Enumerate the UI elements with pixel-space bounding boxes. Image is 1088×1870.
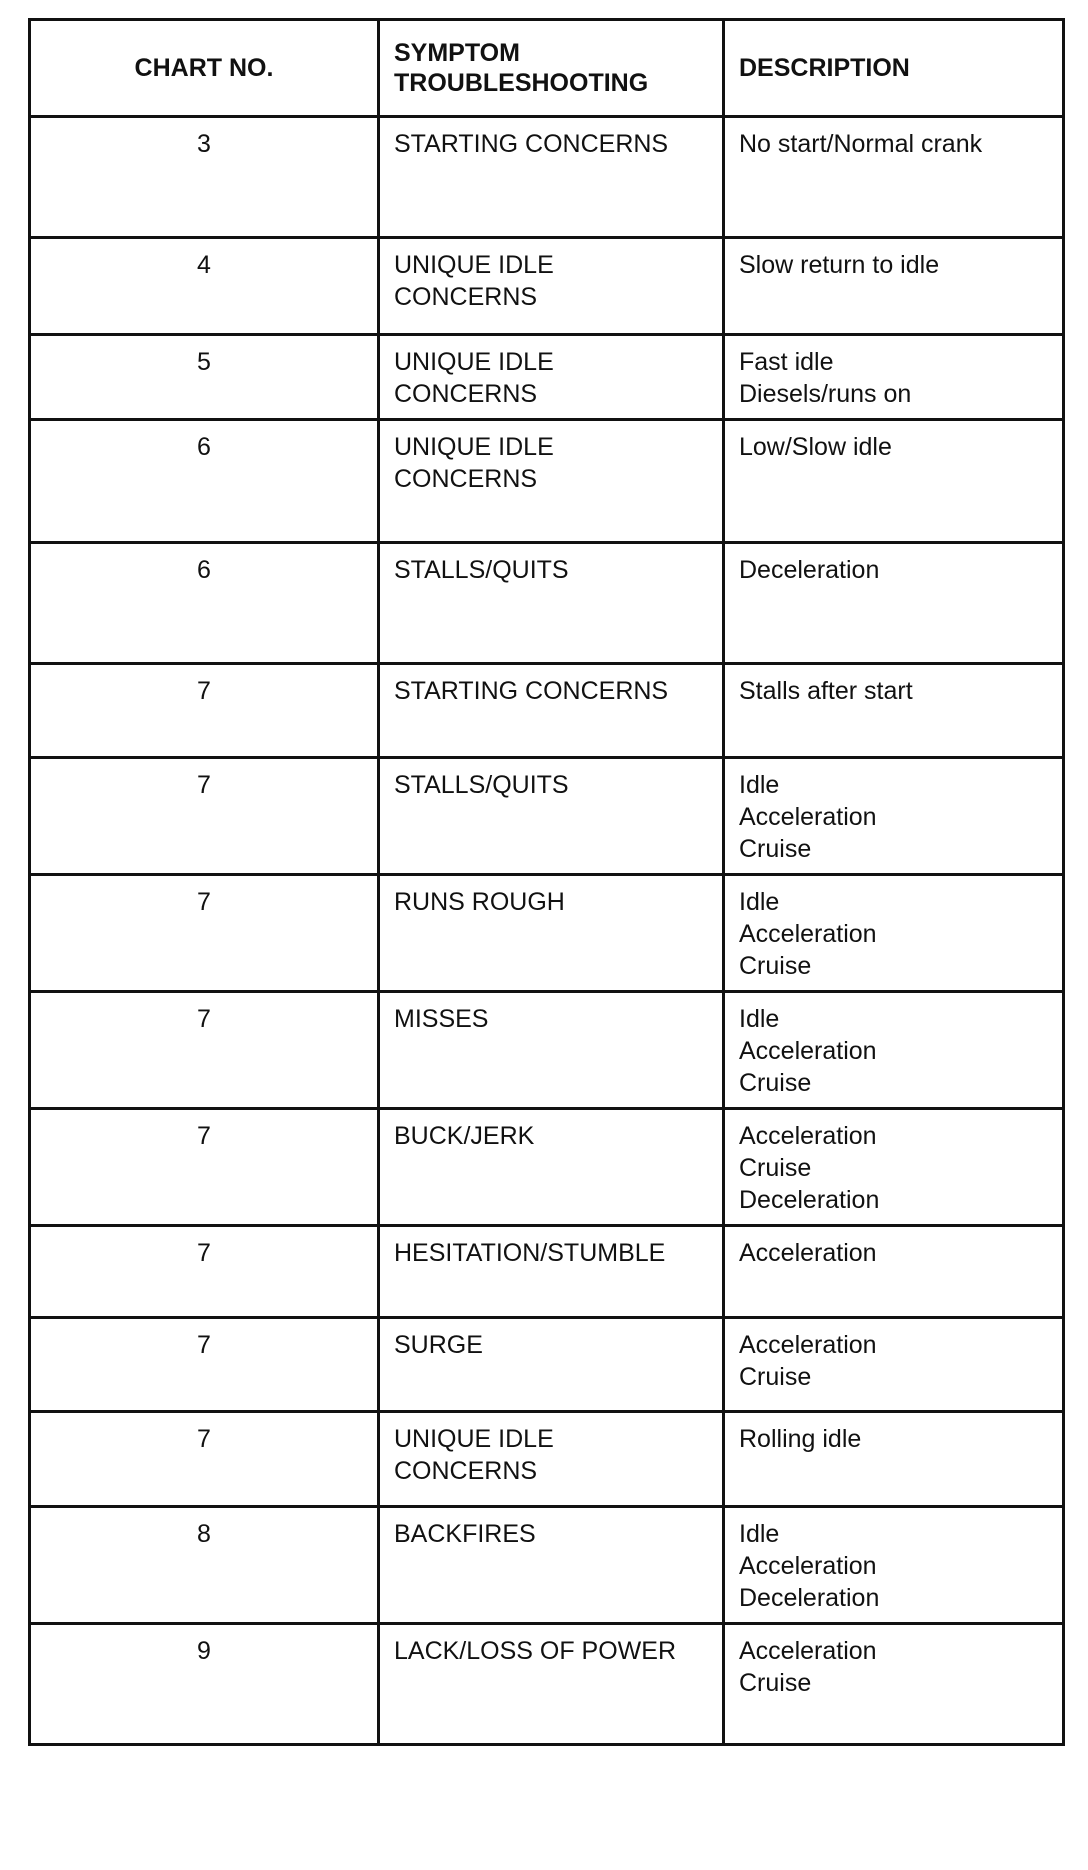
table-row	[30, 992, 1064, 1109]
description-cell	[724, 1318, 1064, 1412]
symptom-line: STARTING CONCERNS	[394, 677, 669, 705]
symptom-line: UNIQUE IDLE	[394, 348, 554, 376]
table-header-row	[30, 20, 1064, 117]
description-line: Idle	[739, 1520, 780, 1548]
chart-number-cell: 7	[30, 758, 379, 875]
description-line: Diesels/runs on	[739, 380, 912, 408]
table-row	[30, 335, 1064, 420]
symptom-line: UNIQUE IDLE	[394, 251, 554, 279]
table-row	[30, 238, 1064, 335]
chart-number-cell: 3	[30, 117, 379, 238]
symptom-cell	[379, 1318, 724, 1412]
description-cell	[724, 543, 1064, 664]
description-cell	[724, 1624, 1064, 1745]
description-line: Acceleration	[739, 920, 877, 948]
chart-number-cell: 7	[30, 1226, 379, 1318]
chart-number-cell: 4	[30, 238, 379, 335]
chart-number-cell: 7	[30, 664, 379, 758]
description-cell	[724, 875, 1064, 992]
chart-number-cell: 7	[30, 1318, 379, 1412]
symptom-cell	[379, 1624, 724, 1745]
symptom-cell	[379, 117, 724, 238]
description-line: Acceleration	[739, 803, 877, 831]
symptom-line: CONCERNS	[394, 1457, 538, 1485]
chart-number-cell: 9	[30, 1624, 379, 1745]
header-symptom	[379, 20, 724, 117]
chart-number-cell: 7	[30, 1412, 379, 1507]
symptom-chart-table	[28, 18, 1065, 1746]
description-cell	[724, 1412, 1064, 1507]
symptom-line: HESITATION/STUMBLE	[394, 1239, 666, 1267]
description-cell	[724, 238, 1064, 335]
description-line: Acceleration	[739, 1637, 877, 1665]
description-cell	[724, 1109, 1064, 1226]
header-chart-no: CHART NO.	[30, 20, 379, 117]
symptom-line: STALLS/QUITS	[394, 771, 569, 799]
table-row	[30, 1318, 1064, 1412]
table-row	[30, 117, 1064, 238]
description-line: Low/Slow idle	[739, 433, 892, 461]
table-row	[30, 1507, 1064, 1624]
description-line: Cruise	[739, 1154, 812, 1182]
symptom-cell	[379, 875, 724, 992]
description-line: Idle	[739, 888, 780, 916]
description-line: Slow return to idle	[739, 251, 940, 279]
table-row	[30, 1624, 1064, 1745]
description-cell	[724, 117, 1064, 238]
symptom-cell	[379, 238, 724, 335]
symptom-line: LACK/LOSS OF POWER	[394, 1637, 677, 1665]
description-line: No start/Normal crank	[739, 130, 983, 158]
description-line: Acceleration	[739, 1552, 877, 1580]
symptom-line: MISSES	[394, 1005, 489, 1033]
description-line: Fast idle	[739, 348, 834, 376]
description-cell	[724, 420, 1064, 543]
description-line: Acceleration	[739, 1122, 877, 1150]
table-row	[30, 1412, 1064, 1507]
chart-number-cell: 7	[30, 1109, 379, 1226]
table-row	[30, 543, 1064, 664]
header-description: DESCRIPTION	[724, 20, 1064, 117]
symptom-line: UNIQUE IDLE	[394, 1425, 554, 1453]
table-body	[30, 117, 1064, 1745]
description-line: Cruise	[739, 952, 812, 980]
symptom-cell	[379, 758, 724, 875]
symptom-line: BUCK/JERK	[394, 1122, 535, 1150]
symptom-line: UNIQUE IDLE	[394, 433, 554, 461]
description-line: Acceleration	[739, 1037, 877, 1065]
table-row	[30, 1109, 1064, 1226]
symptom-line: BACKFIRES	[394, 1520, 536, 1548]
symptom-cell	[379, 1507, 724, 1624]
description-line: Acceleration	[739, 1331, 877, 1359]
symptom-cell	[379, 992, 724, 1109]
symptom-line: SURGE	[394, 1331, 483, 1359]
header-symptom-line2: TROUBLESHOOTING	[394, 69, 649, 97]
description-cell	[724, 758, 1064, 875]
description-cell	[724, 1507, 1064, 1624]
description-line: Idle	[739, 1005, 780, 1033]
description-cell	[724, 664, 1064, 758]
description-cell	[724, 1226, 1064, 1318]
description-line: Idle	[739, 771, 780, 799]
symptom-cell	[379, 420, 724, 543]
description-line: Deceleration	[739, 1186, 880, 1214]
symptom-cell	[379, 1226, 724, 1318]
table-row	[30, 664, 1064, 758]
chart-number-cell: 7	[30, 992, 379, 1109]
table-row	[30, 1226, 1064, 1318]
symptom-line: STALLS/QUITS	[394, 556, 569, 584]
description-line: Deceleration	[739, 1584, 880, 1612]
description-cell	[724, 335, 1064, 420]
description-line: Rolling idle	[739, 1425, 862, 1453]
symptom-line: RUNS ROUGH	[394, 888, 565, 916]
symptom-line: CONCERNS	[394, 465, 538, 493]
table-row	[30, 420, 1064, 543]
symptom-cell	[379, 1109, 724, 1226]
description-cell	[724, 992, 1064, 1109]
symptom-cell	[379, 543, 724, 664]
table-row	[30, 875, 1064, 992]
symptom-line: CONCERNS	[394, 283, 538, 311]
chart-number-cell: 6	[30, 420, 379, 543]
symptom-line: STARTING CONCERNS	[394, 130, 669, 158]
chart-number-cell: 5	[30, 335, 379, 420]
symptom-cell	[379, 664, 724, 758]
chart-number-cell: 6	[30, 543, 379, 664]
description-line: Acceleration	[739, 1239, 877, 1267]
header-symptom-line1: SYMPTOM	[394, 39, 520, 67]
description-line: Deceleration	[739, 556, 880, 584]
description-line: Cruise	[739, 1669, 812, 1697]
symptom-cell	[379, 335, 724, 420]
symptom-line: CONCERNS	[394, 380, 538, 408]
description-line: Cruise	[739, 1363, 812, 1391]
symptom-cell	[379, 1412, 724, 1507]
chart-number-cell: 8	[30, 1507, 379, 1624]
chart-number-cell: 7	[30, 875, 379, 992]
description-line: Stalls after start	[739, 677, 913, 705]
description-line: Cruise	[739, 835, 812, 863]
table-row	[30, 758, 1064, 875]
description-line: Cruise	[739, 1069, 812, 1097]
